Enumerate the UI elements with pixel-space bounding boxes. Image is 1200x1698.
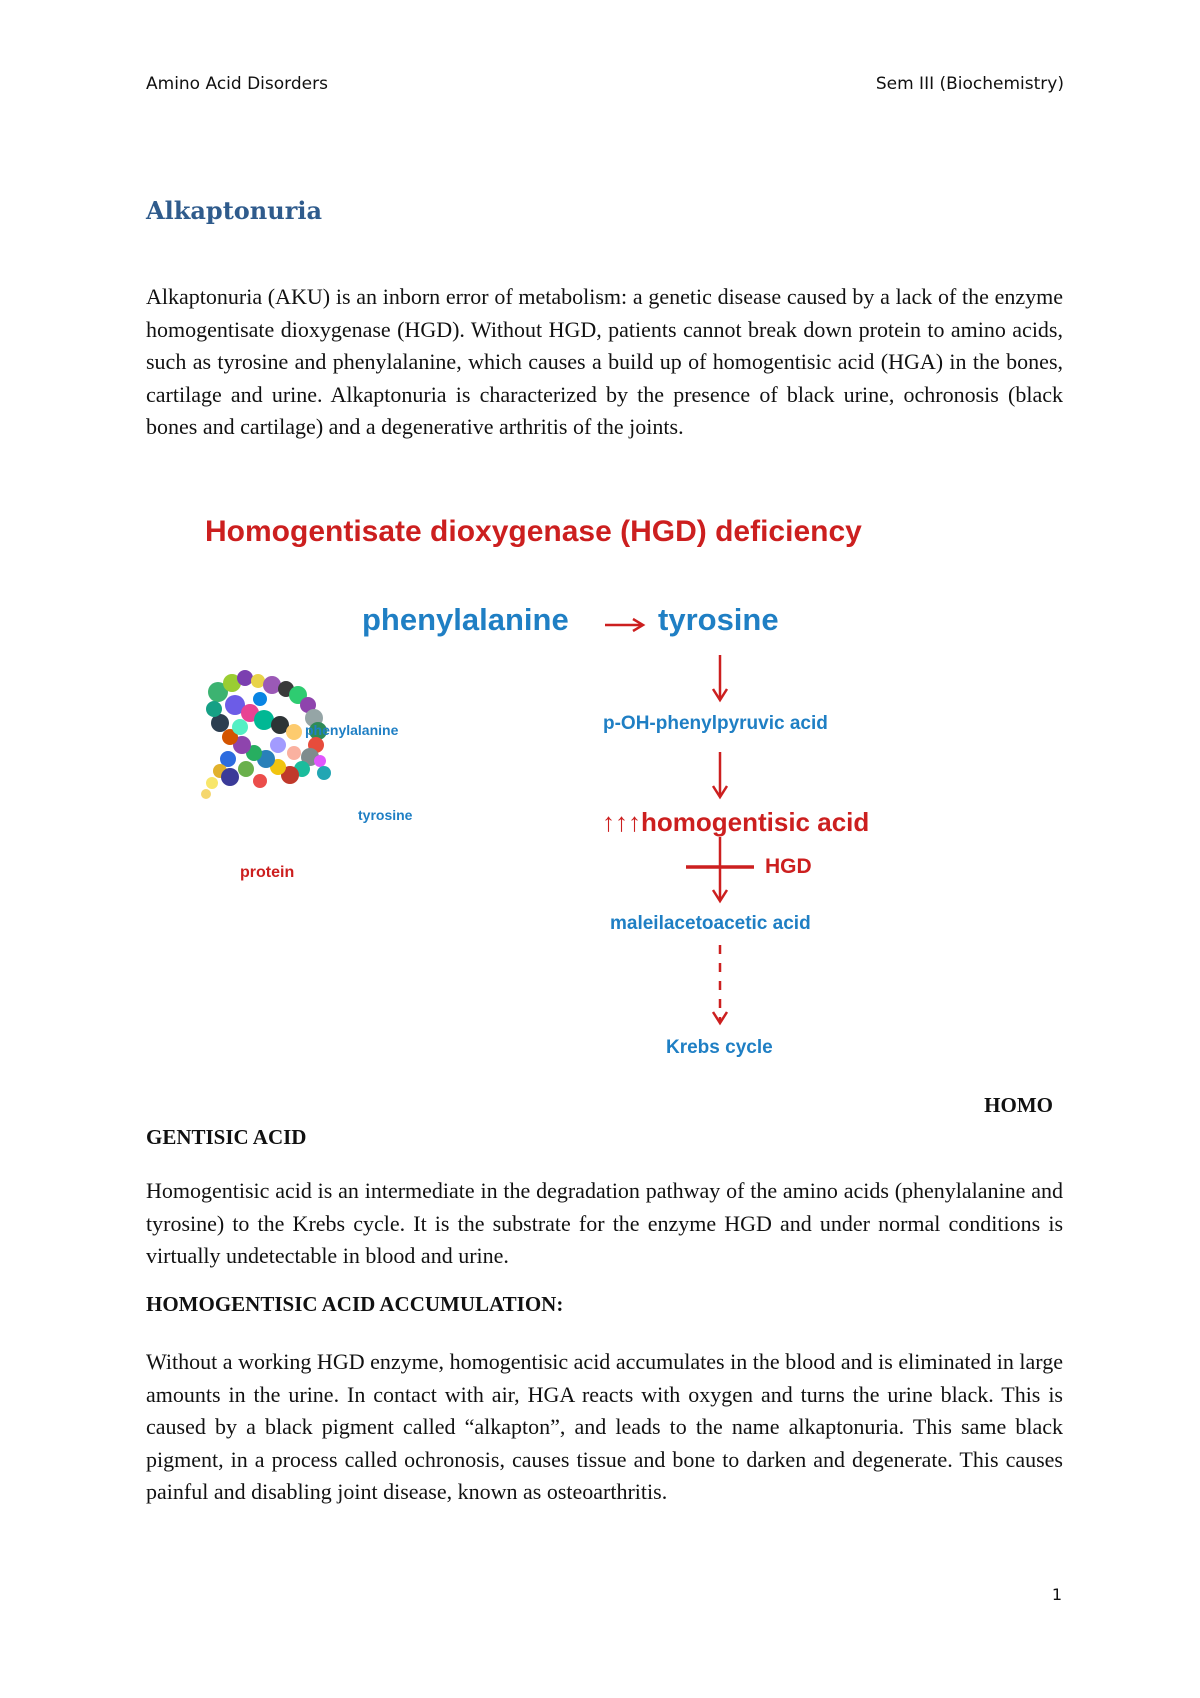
figure-title: Homogentisate dioxygenase (HGD) deficiency (205, 515, 862, 548)
protein-label-tyrosine: tyrosine (358, 807, 413, 823)
section-heading-gentisic-acid: GENTISIC ACID (146, 1125, 307, 1149)
label-maleylacetoacetic-acid: maleilacetoacetic acid (610, 913, 811, 934)
arrow-tyr-to-pohpp (713, 655, 727, 700)
page-title: Alkaptonuria (146, 196, 323, 225)
label-hgd: HGD (765, 855, 812, 878)
section-heading-accumulation: HOMOGENTISIC ACID ACCUMULATION: (146, 1292, 564, 1316)
section-heading-homo: HOMO (984, 1093, 1053, 1117)
arrow-pohpp-to-hga (713, 752, 727, 797)
intro-paragraph: Alkaptonuria (AKU) is an inborn error of metabolism: a genetic disease caused by a lack of the enzyme homogentisate dioxygenase (HGD). Without HGD, patients cannot break down protein to amino acids, such as tyrosine and phenylalanine, which causes a build up of homogentisic acid (HGA) in the bones, cartilage and urine. Alkaptonuria is characterized by the presence of black urine, ochronosis (black bones and cartilage) and a degenerative arthritis of the joints. (146, 284, 1063, 439)
running-header-right: Sem III (Biochemistry) (875, 74, 1064, 94)
section1-paragraph: Homogentisic acid is an intermediate in the degradation pathway of the amino acids (phenylalanine and tyrosine) to the Krebs cycle. It is the substrate for the enzyme HGD and under normal conditions is virtually undetectable in blood and urine. (146, 1178, 1063, 1268)
label-tyrosine: tyrosine (658, 602, 779, 637)
pathway-figure (190, 515, 920, 1070)
running-header-left: Amino Acid Disorders (146, 74, 328, 94)
arrow-dashed-to-krebs (713, 945, 727, 1023)
page-number: 1 (1051, 1585, 1062, 1604)
pathway-diagram (190, 515, 920, 1070)
label-p-oh-phenylpyruvic-acid: p-OH-phenylpyruvic acid (603, 713, 828, 734)
protein-label-phenylalanine: phenylalanine (305, 722, 399, 738)
arrow-blocked-hgd (686, 837, 754, 901)
label-krebs-cycle: Krebs cycle (666, 1037, 773, 1058)
arrow-phe-to-tyr (605, 619, 643, 631)
label-phenylalanine: phenylalanine (362, 602, 569, 637)
label-homogentisic-acid: ↑↑↑homogentisic acid (602, 807, 870, 837)
section2-paragraph: Without a working HGD enzyme, homogentisic acid accumulates in the blood and is eliminated in large amounts in the urine. In contact with air, HGA reacts with oxygen and turns the urine black. This is caused by a black pigment called “alkapton”, and leads to the name alkaptonuria. This same black pigment, in a process called ochronosis, causes tissue and bone to darken and degenerate. This causes painful and disabling joint disease, known as osteoarthritis. (146, 1349, 1063, 1504)
protein-label-protein: protein (240, 864, 295, 881)
